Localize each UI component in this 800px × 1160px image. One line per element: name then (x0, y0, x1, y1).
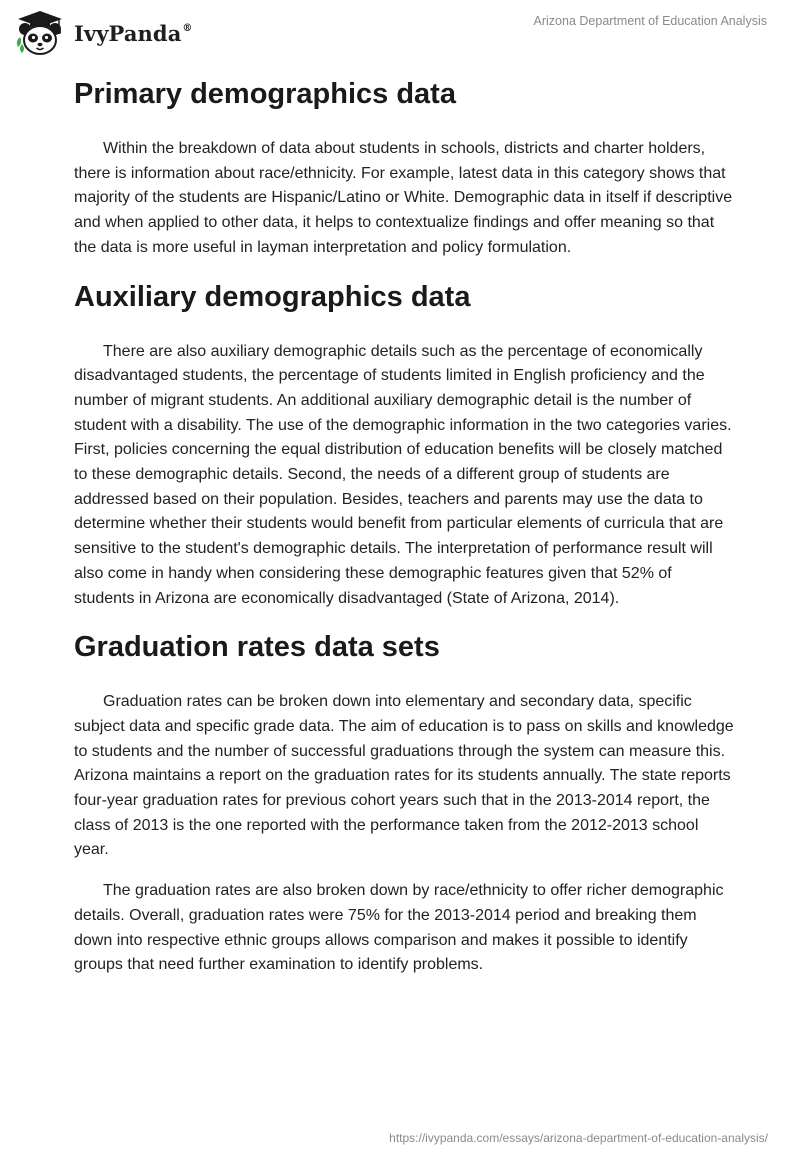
section-heading: Auxiliary demographics data (74, 280, 471, 313)
brand-name: IvyPanda® (74, 20, 193, 46)
section-heading: Primary demographics data (74, 78, 456, 110)
section-graduation-rates (74, 627, 734, 978)
section-auxiliary-demographics (74, 277, 734, 612)
page-header (0, 0, 800, 64)
document-title: Arizona Department of Education Analysis (533, 14, 767, 28)
paragraph: The graduation rates are also broken down by race/ethnicity to offer richer demographic details. Overall, graduation rates were 75% for the 2013-2014 period and breaking them down into respective ethnic groups allows comparison and makes it possible to identify groups that need further examination to identify problems. (74, 882, 724, 974)
section-primary-demographics (74, 74, 734, 261)
source-url-link[interactable]: https://ivypanda.com/essays/arizona-department-of-education-analysis/ (389, 1131, 768, 1145)
registered-mark: ® (182, 22, 193, 34)
essay-body (74, 68, 734, 994)
paragraph: There are also auxiliary demographic details such as the percentage of economically disadvantaged students, the percentage of students limited in English proficiency and the number of migrant students. An additional auxiliary demographic detail is the number of student with a disability. The use of the demographic information in the two categories varies. First, policies concerning the equal distribution of education benefits will be closely matched to these demographic details. Second, the needs of a different group of students are addressed based on their population. Besides, teachers and parents may use the data to determine whether their students would benefit from particular elements of curricula that are sensitive to the student's demographic details. The interpretation of performance result will also come in handy when considering these demographic features given that 52% of students in Arizona are economically disadvantaged (State of Arizona, 2014). (74, 342, 732, 607)
paragraph: Graduation rates can be broken down into elementary and secondary data, specific subject data and specific grade data. The aim of education is to pass on skills and knowledge to students and the number of successful graduations through the system can measure this. Arizona maintains a report on the graduation rates for its students annually. The state reports four-year graduation rates for previous cohort years such that in the 2013-2014 report, the class of 2013 is the one reported with the performance taken from the 2012-2013 school year. (74, 693, 734, 859)
paragraph: Within the breakdown of data about students in schools, districts and charter holders, there is information about race/ethnicity. For example, latest data in this category shows that majority of the students are Hispanic/Latino or White. Demographic data in itself if descriptive and when applied to other data, it helps to contextualize findings and offer meaning so that the data is more useful in layman interpretation and policy formulation. (74, 140, 733, 256)
section-heading: Graduation rates data sets (74, 631, 440, 664)
panda-graduate-icon (14, 9, 66, 57)
ivypanda-logo[interactable] (14, 9, 193, 57)
